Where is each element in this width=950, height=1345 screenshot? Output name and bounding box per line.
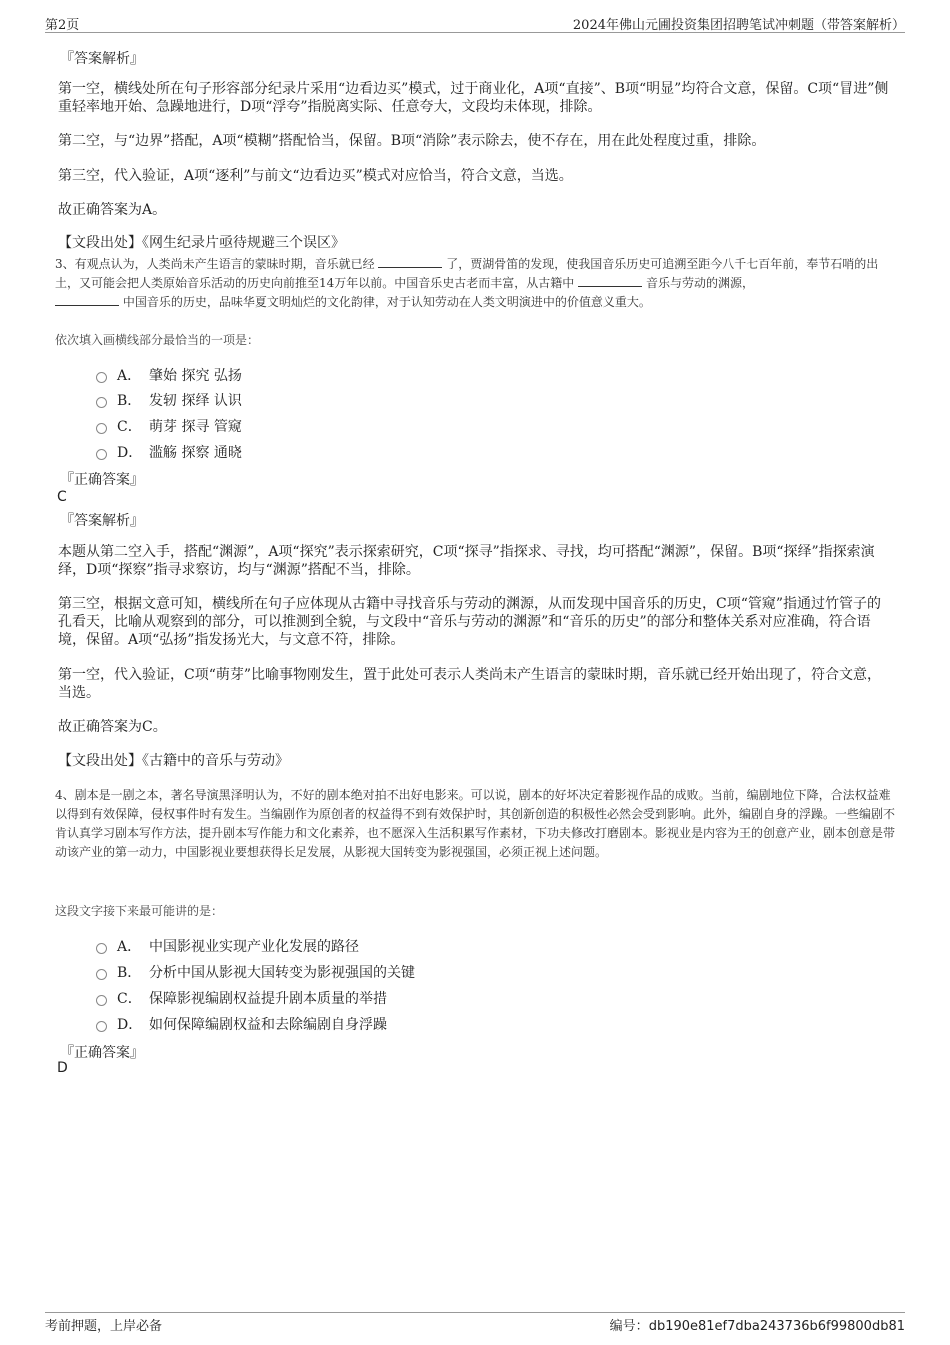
q2-analysis-para-3: 第三空，代入验证，A项“逐利”与前文“边看边买”模式对应恰当，符合文意，当选。 (58, 168, 573, 184)
q3-option-c[interactable]: C． 萌芽 探寻 管窥 (96, 416, 242, 436)
q2-source: 【文段出处】《网生纪录片亟待规避三个误区》 (58, 235, 345, 251)
q4-text: 4、剧本是一剧之本，著名导演黑泽明认为，不好的剧本绝对拍不出好电影来。可以说，剧本的好坏决定着影视作品的成败。当前，编剧地位下降，合法权益难以得到有效保障，侵权事件时有发生。当编剧作为原创者的权益得不到有效保护时，其创新创造的积极性必然会受到影响。此外，编剧自身的浮躁。一些编剧不肯认真学习剧本写作方法，提升剧本写作能力和文化素养，也不愿深入生活积累写作素材，下功夫修改打磨剧本。影视业是内容为王的创意产业，剧本创意是带动该产业的第一动力，中国影视业要想获得长足发展，从影视大国转变为影视强国，必须正视上述问题。 (55, 788, 896, 859)
q3-prompt: 依次填入画横线部分最恰当的一项是： (55, 333, 260, 347)
q3-option-a[interactable]: A． 肇始 探究 弘扬 (96, 365, 242, 385)
radio-icon[interactable] (96, 1021, 107, 1032)
radio-icon[interactable] (96, 423, 107, 434)
q2-analysis-para-1: 第一空，横线处所在句子形容部分纪录片采用“边看边买”模式，过于商业化，A项“直接”、B项“明显”均符合文意，保留。C项“冒进”侧重轻率地开始、急躁地进行，D项“浮夸”指脱离实际、任意夸大，文段均未体现，排除。 (58, 81, 889, 115)
page-footer (45, 1312, 905, 1334)
q3-text: 3、有观点认为，人类尚未产生语言的蒙昧时期，音乐就已经 了，贾湖骨笛的发现，使我国音乐历史可追溯至距今八千七百年前，奉节石哨的出土，又可能会把人类原始音乐活动的历史向前推至14万年以前。中国音乐史古老而丰富，从古籍中 音乐与劳动的渊源， 中国音乐的历史，品味华夏文明灿烂的文化韵律，对于认知劳动在人类文明演进中的价值意义重大。 (55, 257, 879, 309)
radio-icon[interactable] (96, 969, 107, 980)
q3-analysis-label: 『答案解析』 (60, 513, 144, 529)
document-code: 编号：db190e81ef7dba243736b6f99800db81 (609, 1319, 905, 1334)
q4-answer: D (57, 1060, 68, 1076)
q3-answer: C (57, 489, 67, 505)
blank-3 (55, 293, 119, 306)
radio-icon[interactable] (96, 449, 107, 460)
q2-conclusion: 故正确答案为A。 (58, 202, 167, 218)
radio-icon[interactable] (96, 397, 107, 408)
q4-option-d[interactable]: D． 如何保障编剧权益和去除编剧自身浮躁 (96, 1014, 387, 1034)
blank-1 (378, 255, 442, 268)
q4-option-b[interactable]: B． 分析中国从影视大国转变为影视强国的关键 (96, 962, 415, 982)
radio-icon[interactable] (96, 995, 107, 1006)
q3-analysis-para-3: 第一空，代入验证，C项“萌芽”比喻事物刚发生，置于此处可表示人类尚未产生语言的蒙昧时期，音乐就已经开始出现了，符合文意，当选。 (58, 667, 882, 701)
radio-icon[interactable] (96, 372, 107, 383)
q3-option-d[interactable]: D． 滥觞 探察 通晓 (96, 442, 242, 462)
q4-option-a[interactable]: A． 中国影视业实现产业化发展的路径 (96, 936, 359, 956)
blank-2 (578, 274, 642, 287)
q2-analysis-label: 『答案解析』 (60, 51, 144, 67)
page-header (45, 12, 905, 33)
q3-option-b[interactable]: B． 发轫 探绎 认识 (96, 390, 242, 410)
q4-option-c[interactable]: C． 保障影视编剧权益提升剧本质量的举措 (96, 988, 387, 1008)
q3-conclusion: 故正确答案为C。 (58, 719, 167, 735)
q3-analysis-para-2: 第三空，根据文意可知，横线所在句子应体现从古籍中寻找音乐与劳动的渊源，从而发现中国音乐的历史，C项“管窥”指通过竹管子的孔看天，比喻从观察到的部分，可以推测到全貌，与文段中“音乐与劳动的渊源”和“音乐的历史”的部分和整体关系对应准确，符合语境，保留。A项“弘扬”指发扬光大，与文意不符，排除。 (58, 596, 882, 648)
q3-source: 【文段出处】《古籍中的音乐与劳动》 (58, 753, 289, 769)
q3-answer-label: 『正确答案』 (60, 472, 144, 488)
q2-analysis-para-2: 第二空，与“边界”搭配，A项“模糊”搭配恰当，保留。B项“消除”表示除去，使不存在，用在此处程度过重，排除。 (58, 133, 766, 149)
q4-prompt: 这段文字接下来最可能讲的是： (55, 904, 224, 918)
q3-analysis-para-1: 本题从第二空入手，搭配“渊源”，A项“探究”表示探索研究，C项“探寻”指探求、寻找，均可搭配“渊源”，保留。B项“探绎”指探索演绎，D项“探察”指寻求察访，均与“渊源”搭配不当，排除。 (58, 544, 875, 578)
page-number: 第2页 (45, 18, 80, 33)
document-title: 2024年佛山元圃投资集团招聘笔试冲刺题（带答案解析） (572, 18, 905, 33)
radio-icon[interactable] (96, 943, 107, 954)
footer-slogan: 考前押题，上岸必备 (45, 1319, 163, 1334)
q4-answer-label: 『正确答案』 (60, 1045, 144, 1061)
